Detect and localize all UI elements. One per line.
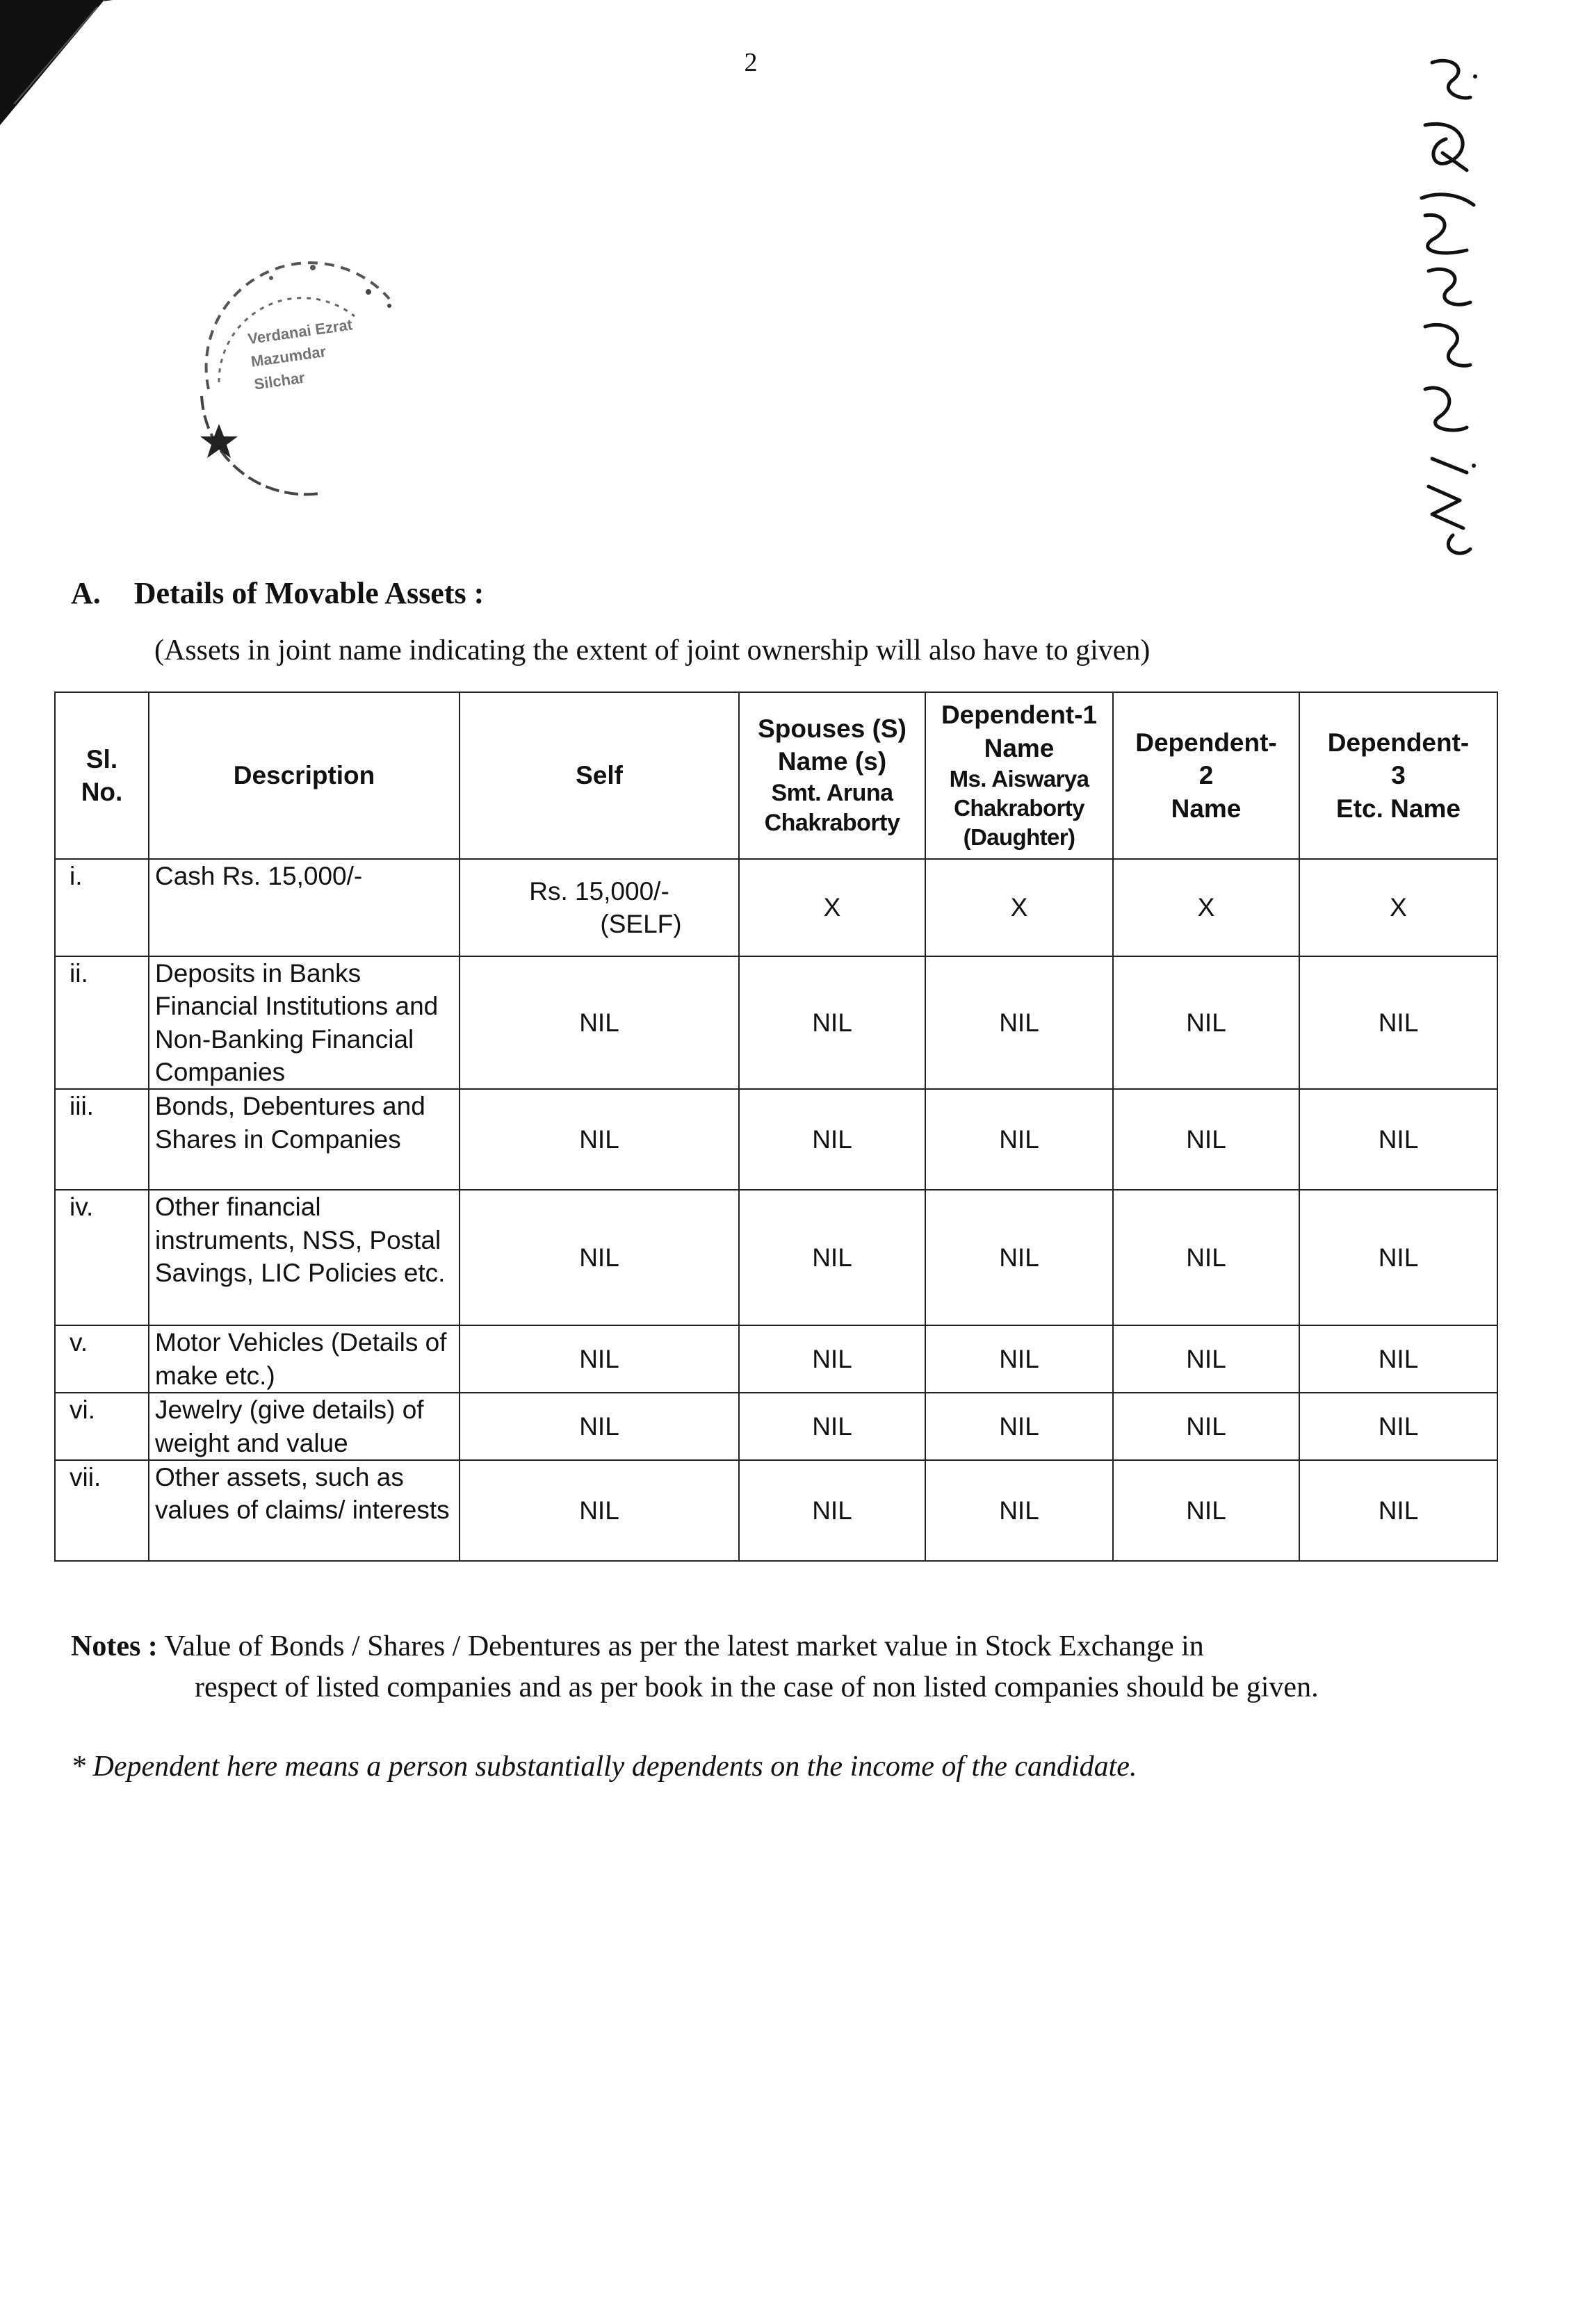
row-description: Other financial instruments, NSS, Postal Savings, LIC Policies etc. bbox=[149, 1190, 460, 1325]
row-dependent-1-value: NIL bbox=[925, 956, 1113, 1089]
table-header-row bbox=[55, 692, 1497, 859]
table-row bbox=[55, 1089, 1497, 1190]
header-dependent-3: Dependent- 3 Etc. Name bbox=[1299, 692, 1497, 859]
row-self-value: NIL bbox=[460, 1190, 739, 1325]
row-description: Cash Rs. 15,000/- bbox=[149, 859, 460, 956]
table-row bbox=[55, 1190, 1497, 1325]
row-dependent-3-value: NIL bbox=[1299, 1460, 1497, 1561]
row-dependent-2-value: X bbox=[1113, 859, 1299, 956]
row-dependent-2-value: NIL bbox=[1113, 1089, 1299, 1190]
row-self-value: NIL bbox=[460, 956, 739, 1089]
row-dependent-1-value: NIL bbox=[925, 1325, 1113, 1393]
row-sl-no: iv. bbox=[55, 1190, 149, 1325]
row-sl-no: ii. bbox=[55, 956, 149, 1089]
row-dependent-3-value: NIL bbox=[1299, 1393, 1497, 1460]
notes-block bbox=[71, 1626, 1440, 1708]
row-dependent-2-value: NIL bbox=[1113, 1325, 1299, 1393]
row-dependent-3-value: NIL bbox=[1299, 1325, 1497, 1393]
row-spouse-value: NIL bbox=[739, 1393, 925, 1460]
row-spouse-value: NIL bbox=[739, 1325, 925, 1393]
section-letter: A. bbox=[71, 576, 101, 610]
row-spouse-value: NIL bbox=[739, 1089, 925, 1190]
row-spouse-value: NIL bbox=[739, 1190, 925, 1325]
row-dependent-1-value: NIL bbox=[925, 1460, 1113, 1561]
row-sl-no: vii. bbox=[55, 1460, 149, 1561]
row-description: Motor Vehicles (Details of make etc.) bbox=[149, 1325, 460, 1393]
header-dependent-1: Dependent-1 Name Ms. Aiswarya Chakraborty (Daughter) bbox=[925, 692, 1113, 859]
row-dependent-1-value: X bbox=[925, 859, 1113, 956]
header-dependent-2: Dependent- 2 Name bbox=[1113, 692, 1299, 859]
notes-text-continued: respect of listed companies and as per book in the case of non listed companies should be given. bbox=[195, 1671, 1319, 1703]
table-row bbox=[55, 859, 1497, 956]
row-dependent-3-value: NIL bbox=[1299, 1089, 1497, 1190]
section-heading bbox=[71, 575, 484, 611]
table-row bbox=[55, 1325, 1497, 1393]
row-dependent-2-value: NIL bbox=[1113, 1460, 1299, 1561]
row-self-value: Rs. 15,000/- (SELF) bbox=[460, 859, 739, 956]
row-sl-no: v. bbox=[55, 1325, 149, 1393]
row-dependent-1-value: NIL bbox=[925, 1190, 1113, 1325]
row-spouse-value: NIL bbox=[739, 956, 925, 1089]
header-self: Self bbox=[460, 692, 739, 859]
row-dependent-1-value: NIL bbox=[925, 1089, 1113, 1190]
row-dependent-3-value: X bbox=[1299, 859, 1497, 956]
row-dependent-2-value: NIL bbox=[1113, 1190, 1299, 1325]
header-sl-no: Sl. No. bbox=[55, 692, 149, 859]
header-spouse: Spouses (S) Name (s) Smt. Aruna Chakraborty bbox=[739, 692, 925, 859]
row-dependent-3-value: NIL bbox=[1299, 1190, 1497, 1325]
row-sl-no: i. bbox=[55, 859, 149, 956]
table-row bbox=[55, 1393, 1497, 1460]
scan-corner-mark bbox=[0, 0, 160, 139]
stamp-line: Silchar bbox=[252, 368, 307, 393]
section-subtitle: (Assets in joint name indicating the extent of joint ownership will also have to given) bbox=[154, 635, 1151, 666]
notes-label: Notes : bbox=[71, 1630, 158, 1662]
page-number: 2 bbox=[744, 48, 758, 77]
row-sl-no: iii. bbox=[55, 1089, 149, 1190]
row-dependent-3-value: NIL bbox=[1299, 956, 1497, 1089]
stamp-line: Mazumdar bbox=[250, 342, 327, 370]
header-description: Description bbox=[149, 692, 460, 859]
row-dependent-1-value: NIL bbox=[925, 1393, 1113, 1460]
row-description: Jewelry (give details) of weight and value bbox=[149, 1393, 460, 1460]
dependent-footnote: * Dependent here means a person substantially dependents on the income of the candidate. bbox=[71, 1751, 1137, 1783]
row-description: Bonds, Debentures and Shares in Companies bbox=[149, 1089, 460, 1190]
table-row bbox=[55, 956, 1497, 1089]
section-title: Details of Movable Assets : bbox=[133, 576, 485, 610]
row-spouse-value: X bbox=[739, 859, 925, 956]
row-spouse-value: NIL bbox=[739, 1460, 925, 1561]
row-description: Deposits in Banks Financial Institutions and Non-Banking Financial Companies bbox=[149, 956, 460, 1089]
movable-assets-table bbox=[54, 692, 1498, 1562]
handwritten-signature bbox=[1411, 49, 1481, 563]
row-self-value: NIL bbox=[460, 1325, 739, 1393]
notes-text: Value of Bonds / Shares / Debentures as per the latest market value in Stock Exchange in bbox=[164, 1630, 1204, 1662]
row-self-value: NIL bbox=[460, 1460, 739, 1561]
row-description: Other assets, such as values of claims/ interests bbox=[149, 1460, 460, 1561]
row-self-value: NIL bbox=[460, 1393, 739, 1460]
row-dependent-2-value: NIL bbox=[1113, 1393, 1299, 1460]
row-sl-no: vi. bbox=[55, 1393, 149, 1460]
row-dependent-2-value: NIL bbox=[1113, 956, 1299, 1089]
table-row bbox=[55, 1460, 1497, 1561]
row-self-value: NIL bbox=[460, 1089, 739, 1190]
stamp-line: Verdanai Ezrat bbox=[246, 316, 354, 348]
